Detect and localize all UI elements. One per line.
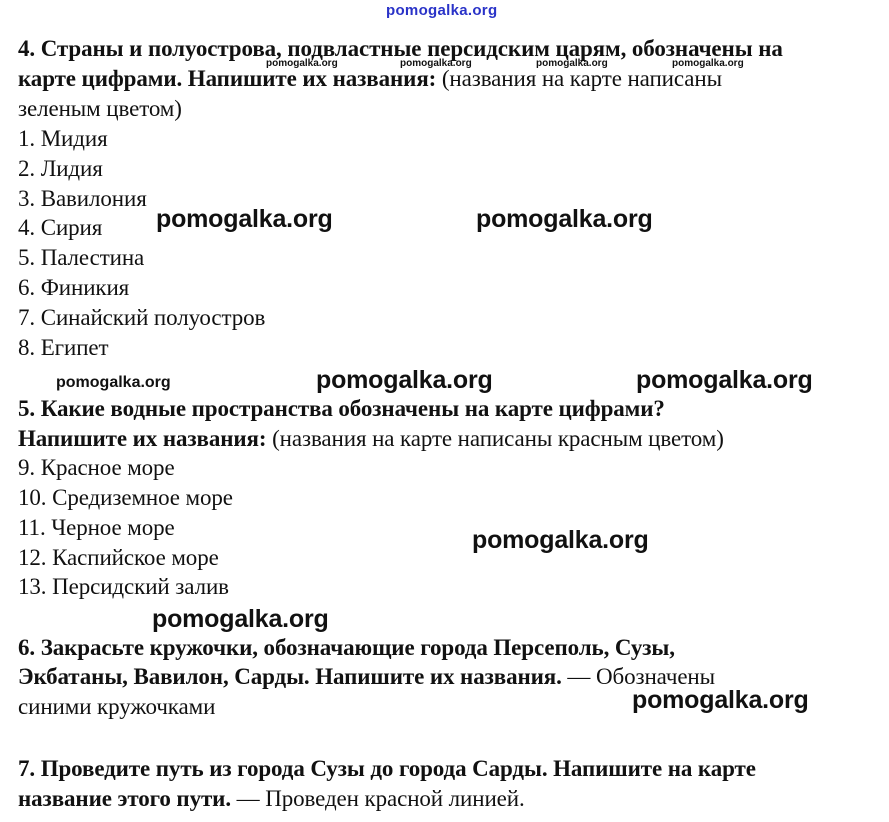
watermark-small: pomogalka.org	[672, 58, 744, 69]
q4-answer-6: 6. Финикия	[18, 275, 130, 300]
q5-answer-11: 11. Черное море	[18, 515, 175, 540]
q4-answer-8: 8. Египет	[18, 335, 109, 360]
q4-title-line1: 4. Страны и полуострова, подвластные персидским царям, обозначены на	[18, 36, 783, 61]
watermark-large: pomogalka.org	[316, 366, 493, 394]
q5-answer-13: 13. Персидский залив	[18, 574, 229, 599]
watermark-large: pomogalka.org	[472, 526, 649, 554]
q6-title-line2	[18, 662, 715, 692]
watermark-large: pomogalka.org	[152, 605, 329, 633]
q4-title-line2-rest: (названия на карте написаны	[436, 66, 722, 91]
q7-title-line2	[18, 784, 525, 814]
q4-answer-7: 7. Синайский полуостров	[18, 305, 266, 330]
q4-title-line2	[18, 64, 722, 94]
q5-answer-12: 12. Каспийское море	[18, 545, 219, 570]
watermark-large: pomogalka.org	[476, 205, 653, 233]
q5-title-line1: 5. Какие водные пространства обозначены на карте цифрами?	[18, 396, 665, 421]
q6-title-line1: 6. Закрасьте кружочки, обозначающие города Персеполь, Сузы,	[18, 635, 675, 660]
q5-title-line2-rest: (названия на карте написаны красным цветом)	[266, 426, 724, 451]
q5-answer-10: 10. Средиземное море	[18, 485, 233, 510]
watermark-large: pomogalka.org	[156, 205, 333, 233]
q7-title-line2-bold: название этого пути.	[18, 786, 231, 811]
watermark-top: pomogalka.org	[386, 2, 498, 19]
watermark-large: pomogalka.org	[636, 366, 813, 394]
q4-answer-1: 1. Мидия	[18, 126, 108, 151]
q6-title-line2-rest: — Обозначены	[561, 664, 715, 689]
q4-title-line2-bold: карте цифрами. Напишите их названия:	[18, 66, 437, 91]
watermark-large: pomogalka.org	[632, 686, 809, 714]
q5-answer-9: 9. Красное море	[18, 455, 175, 480]
watermark-small: pomogalka.org	[266, 58, 338, 69]
q4-answer-2: 2. Лидия	[18, 156, 103, 181]
q4-title-line3: зеленым цветом)	[18, 96, 182, 121]
q6-title-line2-bold: Экбатаны, Вавилон, Сарды. Напишите их названия.	[18, 664, 562, 689]
q5-title-line2-bold: Напишите их названия:	[18, 426, 267, 451]
watermark-medium: pomogalka.org	[56, 374, 171, 391]
watermark-small: pomogalka.org	[536, 58, 608, 69]
q4-answer-4: 4. Сирия	[18, 215, 103, 240]
q4-answer-3: 3. Вавилония	[18, 186, 147, 211]
q6-title-line3: синими кружочками	[18, 694, 216, 719]
q5-title-line2	[18, 424, 724, 454]
q4-answer-5: 5. Палестина	[18, 245, 145, 270]
q7-title-line1: 7. Проведите путь из города Сузы до города Сарды. Напишите на карте	[18, 756, 756, 781]
q7-title-line2-rest: — Проведен красной линией.	[231, 786, 525, 811]
watermark-small: pomogalka.org	[400, 58, 472, 69]
